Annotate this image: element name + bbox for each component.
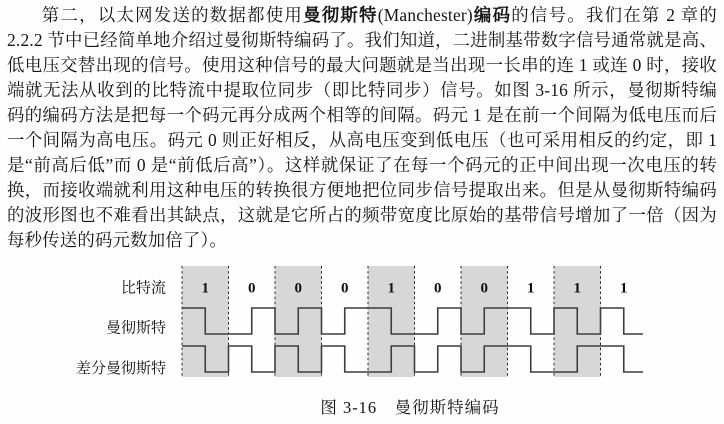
paragraph-segment: 的信号。我们在第 2 章的 2.2.2 节中已经简单地介绍过曼彻斯特编码了。我们知道，二进制基带数字信号通常就是高、低电压交替出现的信号。使用这种信号的最大问题就是当出现一长串的连 1 或连 0 时，接收端就无法从收到的比特流中提取位同步（即比特同步）信号。如图 3-16 所示，曼彻斯特编码的编码方法是把每一个码元再分成两个相等的间隔。码元 1 是在前一个间隔为低电压而后一个间隔为高电压。码元 0 则正好相反，从高电压变到低电压（也可采用相反的约定，即 1 是“前高后低”而 0 是“前低后高”）。这样就保证了在每一个码元的正中间出现一次电压的转换，而接收端就利用这种电压的转换很方便地把位同步信号提取出来。但是从曼彻斯特编码的波形图也不难看出其缺点，这就是它所占的频带宽度比原始的基带信号增加了一倍（因为每秒传送的码元数加倍了）。 (7, 5, 717, 250)
bit-value-label: 1 (387, 280, 395, 297)
bit-value-label: 1 (201, 280, 209, 297)
figure-caption: 图 3-16 曼彻斯特编码 (320, 398, 500, 417)
bit-value-label: 0 (434, 280, 442, 297)
row-label-manchester: 曼彻斯特 (105, 320, 166, 337)
bold-term: 曼彻斯特 (303, 5, 378, 25)
bold-term: 编码 (472, 5, 512, 25)
row-label-bitstream: 比特流 (120, 280, 166, 297)
bit-value-label: 1 (527, 280, 535, 297)
manchester-waveform-diagram (0, 263, 724, 385)
paragraph-segment: (Manchester) (377, 5, 473, 25)
bit-value-label: 1 (620, 280, 628, 297)
bit-value-label: 0 (294, 280, 302, 297)
bit-value-label: 0 (248, 280, 256, 297)
paragraph-segment: 第二，以太网发送的数据都使用 (41, 5, 304, 25)
bit-value-label: 1 (573, 280, 581, 297)
row-label-diff-manchester: 差分曼彻斯特 (75, 361, 166, 377)
bit-value-label: 0 (480, 280, 488, 297)
body-paragraph (7, 3, 717, 253)
bit-value-label: 0 (341, 280, 349, 297)
